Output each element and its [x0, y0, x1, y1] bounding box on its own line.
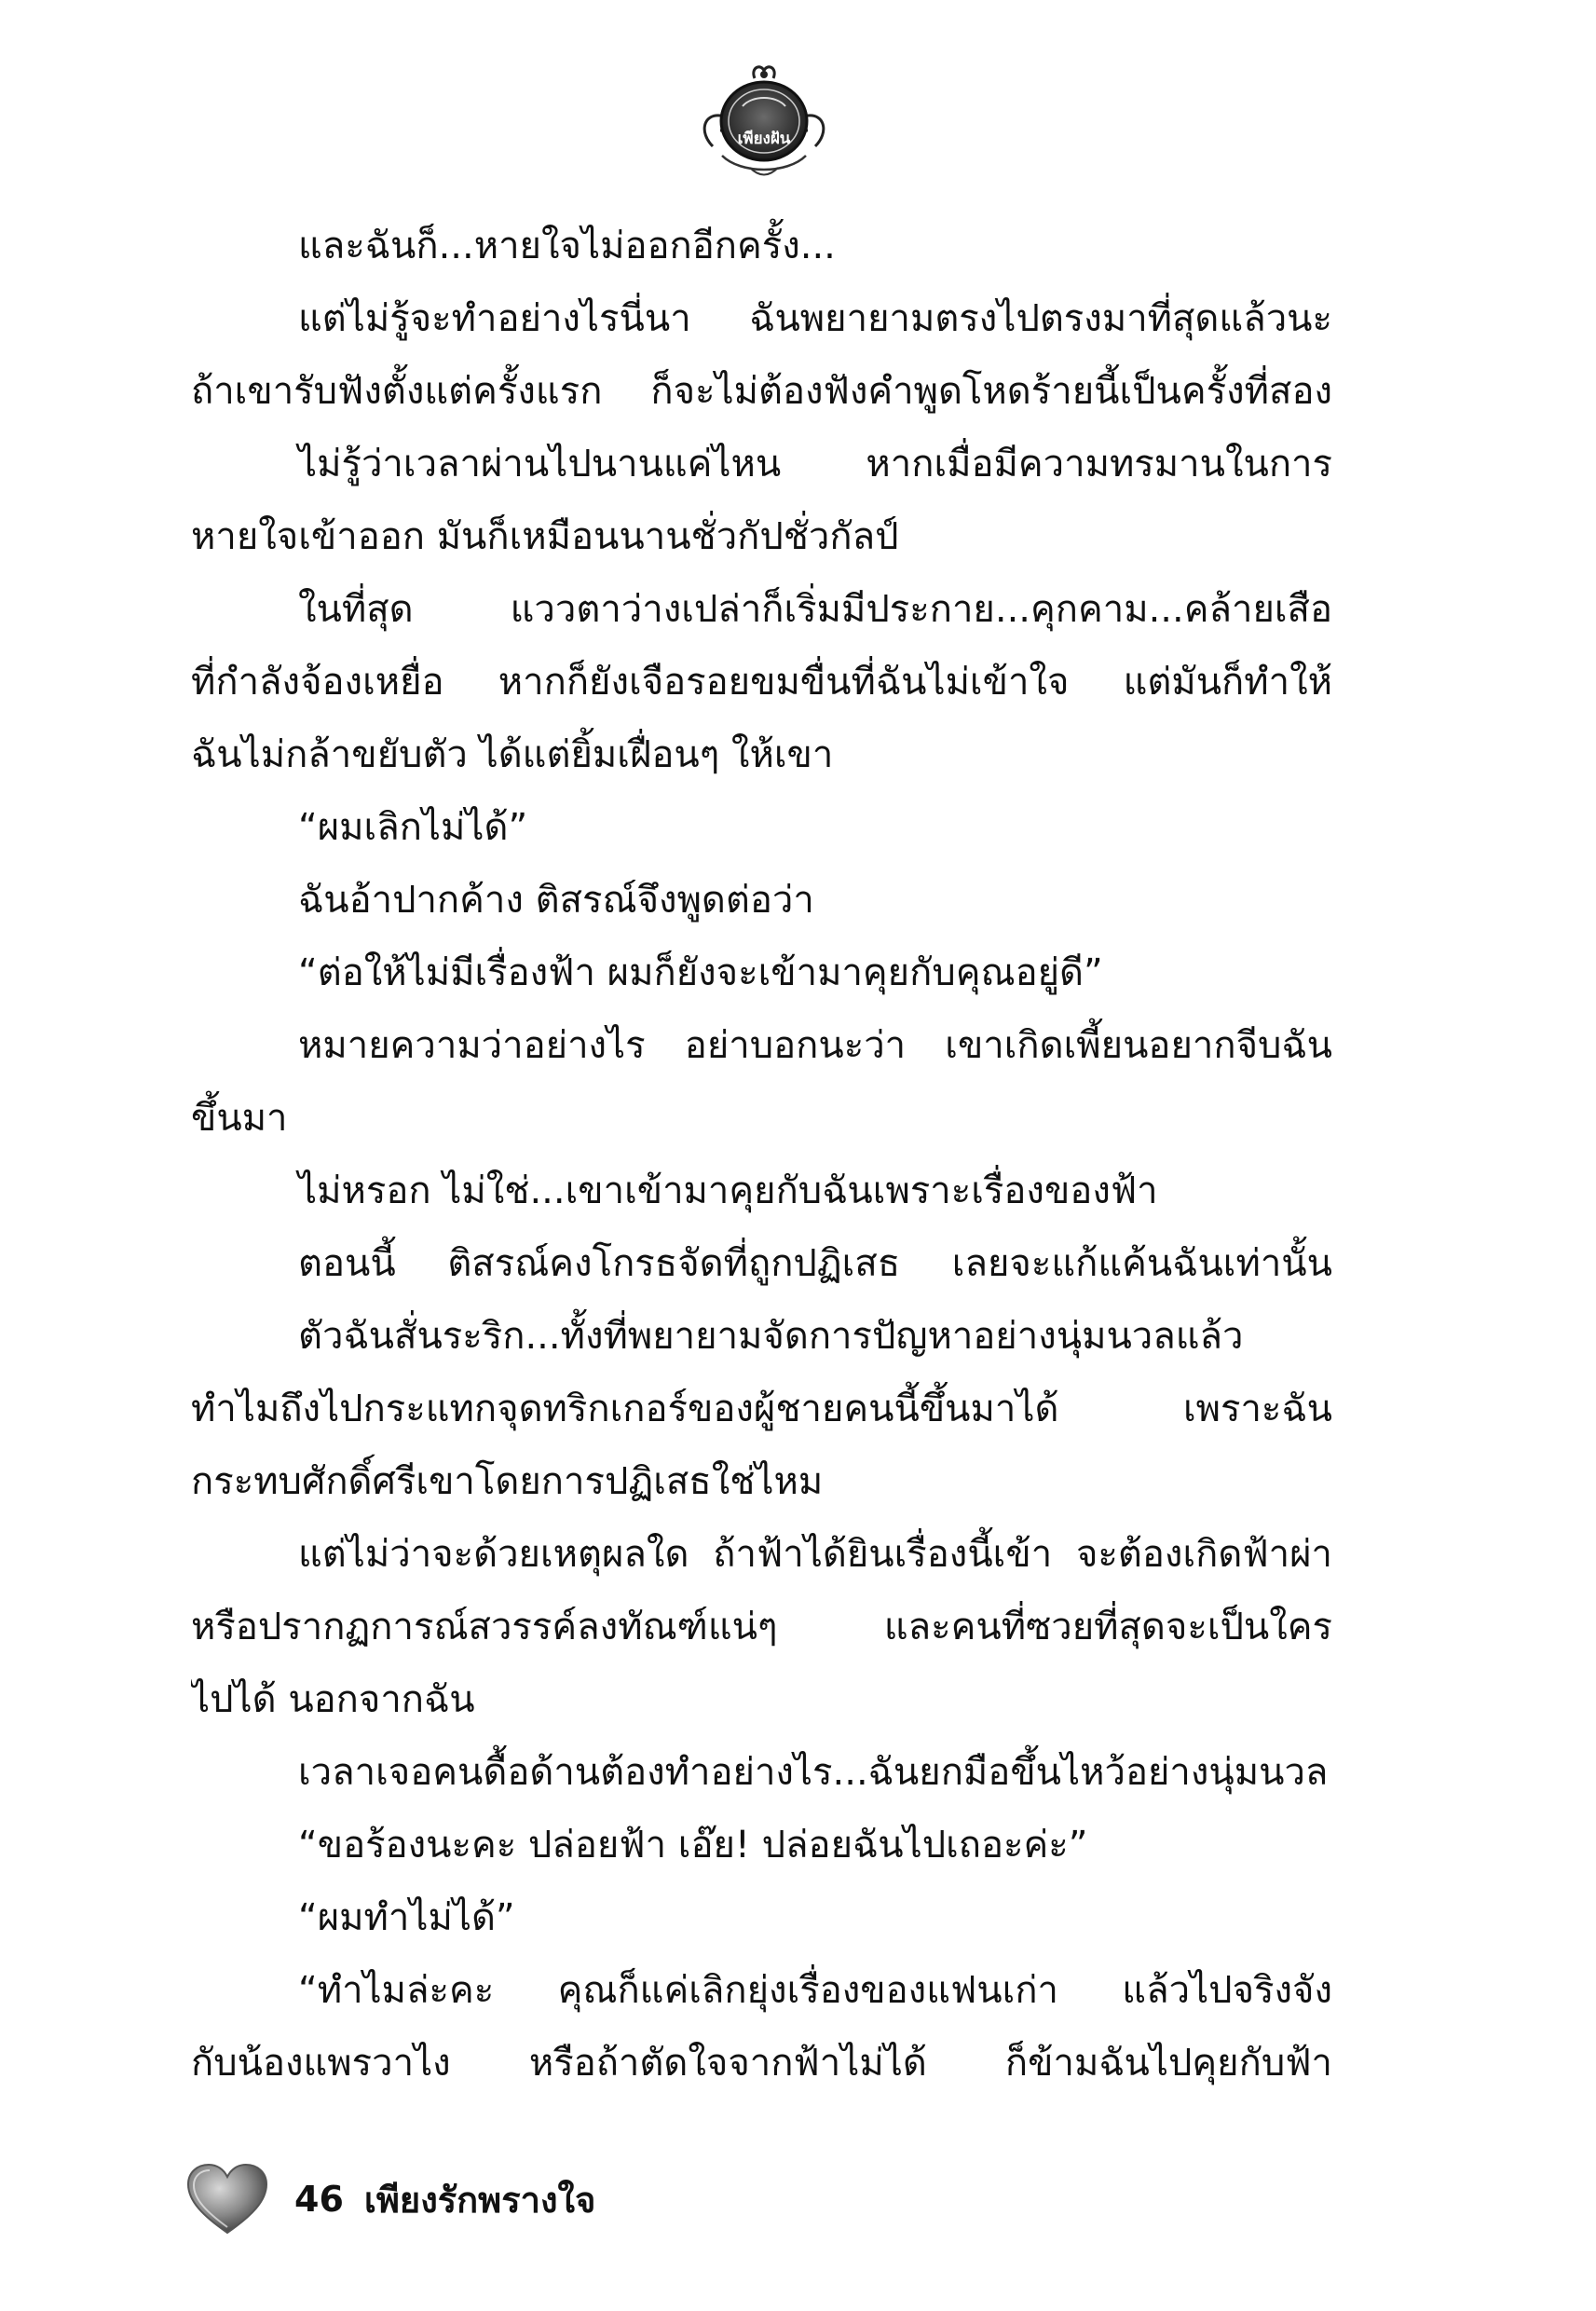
text-line: กับน้องแพรวาไง หรือถ้าตัดใจจากฟ้าไม่ได้ ก็ข้ามฉันไปคุยกับฟ้า — [191, 2042, 1332, 2085]
text-line: แต่ไม่รู้จะทำอย่างไรนี่นา ฉันพยายามตรงไปตรงมาที่สุดแล้วนะ — [298, 297, 1332, 340]
text-line: กระทบศักดิ์ศรีเขาโดยการปฏิเสธใช่ไหม — [191, 1460, 824, 1503]
text-line: “ขอร้องนะคะ ปล่อยฟ้า เอ๊ย! ปล่อยฉันไปเถอะค่ะ” — [298, 1824, 1088, 1867]
text-line: ในที่สุด แววตาว่างเปล่าก็เริ่มมีประกาย...คุกคาม...คล้ายเสือ — [298, 588, 1332, 631]
text-line: “ผมเลิกไม่ได้” — [298, 806, 528, 849]
text-line: ทำไมถึงไปกระแทกจุดทริกเกอร์ของผู้ชายคนนี้ขึ้นมาได้ เพราะฉัน — [191, 1388, 1332, 1430]
page-footer — [184, 2162, 595, 2236]
text-line: ฉันไม่กล้าขยับตัว ได้แต่ยิ้มเฝื่อนๆ ให้เขา — [191, 733, 834, 776]
text-line: ไม่หรอก ไม่ใช่...เขาเข้ามาคุยกับฉันเพราะเรื่องของฟ้า — [298, 1169, 1158, 1212]
body-text — [191, 210, 1332, 2099]
text-line: ไปได้ นอกจากฉัน — [191, 1678, 475, 1721]
text-line: และฉันก็...หายใจไม่ออกอีกครั้ง... — [298, 225, 836, 267]
ornamental-crest-icon — [694, 58, 834, 179]
text-line: หมายความว่าอย่างไร อย่าบอกนะว่า เขาเกิดเพี้ยนอยากจีบฉัน — [298, 1024, 1332, 1067]
text-line: ตัวฉันสั่นระริก...ทั้งที่พยายามจัดการปัญหาอย่างนุ่มนวลแล้ว — [298, 1315, 1244, 1358]
book-title: เพียงรักพรางใจ — [363, 2179, 596, 2221]
publisher-logo — [694, 58, 834, 179]
text-line: ตอนนี้ ติสรณ์คงโกรธจัดที่ถูกปฏิเสธ เลยจะแก้แค้นฉันเท่านั้น — [298, 1242, 1332, 1285]
text-line: “ทำไมล่ะคะ คุณก็แค่เลิกยุ่งเรื่องของแฟนเก่า แล้วไปจริงจัง — [298, 1969, 1332, 2012]
heart-icon — [184, 2162, 270, 2236]
svg-text:เพียงฝัน: เพียงฝัน — [737, 130, 791, 148]
text-line: ถ้าเขารับฟังตั้งแต่ครั้งแรก ก็จะไม่ต้องฟังคำพูดโหดร้ายนี้เป็นครั้งที่สอง — [191, 370, 1332, 413]
text-line: หายใจเข้าออก มันก็เหมือนนานชั่วกัปชั่วกัลป์ — [191, 515, 899, 558]
text-line: ไม่รู้ว่าเวลาผ่านไปนานแค่ไหน หากเมื่อมีความทรมานในการ — [298, 443, 1332, 485]
text-line: ขึ้นมา — [191, 1097, 288, 1140]
text-line: แต่ไม่ว่าจะด้วยเหตุผลใด ถ้าฟ้าได้ยินเรื่องนี้เข้า จะต้องเกิดฟ้าผ่า — [298, 1533, 1332, 1576]
text-line: หรือปรากฏการณ์สวรรค์ลงทัณฑ์แน่ๆ และคนที่ซวยที่สุดจะเป็นใคร — [191, 1606, 1332, 1648]
text-line: ที่กำลังจ้องเหยื่อ หากก็ยังเจือรอยขมขื่นที่ฉันไม่เข้าใจ แต่มันก็ทำให้ — [191, 661, 1332, 704]
text-line: “ต่อให้ไม่มีเรื่องฟ้า ผมก็ยังจะเข้ามาคุยกับคุณอยู่ดี” — [298, 951, 1103, 994]
text-line: เวลาเจอคนดื้อด้านต้องทำอย่างไร...ฉันยกมือขึ้นไหว้อย่างนุ่มนวล — [298, 1751, 1329, 1794]
page-number: 46 — [294, 2179, 344, 2220]
text-line: ฉันอ้าปากค้าง ติสรณ์จึงพูดต่อว่า — [298, 879, 814, 922]
text-line: “ผมทำไม่ได้” — [298, 1896, 515, 1939]
